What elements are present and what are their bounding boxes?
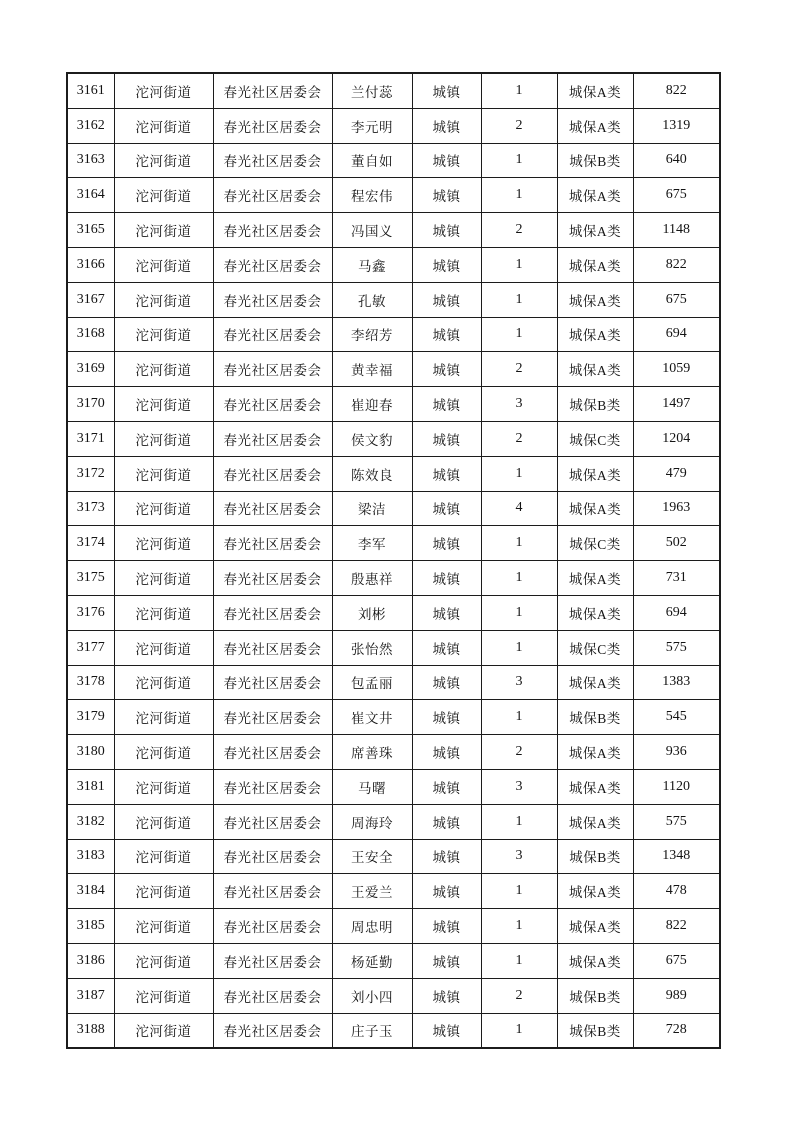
- cell-person-count: 2: [481, 735, 557, 770]
- table-row: [67, 213, 720, 248]
- cell-sequence: 3165: [67, 213, 114, 248]
- cell-category: 城保B类: [557, 387, 633, 422]
- cell-street: 沱河街道: [114, 978, 213, 1013]
- cell-category: 城保A类: [557, 352, 633, 387]
- cell-person-count: 2: [481, 352, 557, 387]
- cell-urban-type: 城镇: [412, 282, 481, 317]
- cell-amount: 1963: [633, 491, 720, 526]
- cell-amount: 694: [633, 595, 720, 630]
- cell-urban-type: 城镇: [412, 421, 481, 456]
- cell-street: 沱河街道: [114, 769, 213, 804]
- cell-urban-type: 城镇: [412, 804, 481, 839]
- cell-community: 春光社区居委会: [213, 1013, 332, 1048]
- cell-street: 沱河街道: [114, 491, 213, 526]
- cell-street: 沱河街道: [114, 595, 213, 630]
- cell-amount: 575: [633, 804, 720, 839]
- cell-sequence: 3173: [67, 491, 114, 526]
- cell-person-name: 张怡然: [332, 630, 412, 665]
- table-row: [67, 561, 720, 596]
- cell-person-name: 周海玲: [332, 804, 412, 839]
- table-row: [67, 352, 720, 387]
- cell-person-count: 4: [481, 491, 557, 526]
- cell-category: 城保A类: [557, 735, 633, 770]
- cell-category: 城保B类: [557, 1013, 633, 1048]
- cell-person-name: 马鑫: [332, 247, 412, 282]
- cell-category: 城保C类: [557, 421, 633, 456]
- cell-person-name: 李军: [332, 526, 412, 561]
- cell-person-count: 1: [481, 143, 557, 178]
- cell-community: 春光社区居委会: [213, 909, 332, 944]
- cell-category: 城保A类: [557, 456, 633, 491]
- cell-urban-type: 城镇: [412, 491, 481, 526]
- cell-urban-type: 城镇: [412, 665, 481, 700]
- cell-community: 春光社区居委会: [213, 804, 332, 839]
- cell-person-name: 梁洁: [332, 491, 412, 526]
- cell-sequence: 3183: [67, 839, 114, 874]
- cell-urban-type: 城镇: [412, 1013, 481, 1048]
- cell-person-count: 3: [481, 387, 557, 422]
- cell-amount: 545: [633, 700, 720, 735]
- cell-person-count: 1: [481, 456, 557, 491]
- cell-sequence: 3171: [67, 421, 114, 456]
- cell-street: 沱河街道: [114, 700, 213, 735]
- cell-community: 春光社区居委会: [213, 352, 332, 387]
- table-row: [67, 874, 720, 909]
- table-row: [67, 178, 720, 213]
- cell-urban-type: 城镇: [412, 700, 481, 735]
- cell-community: 春光社区居委会: [213, 839, 332, 874]
- cell-amount: 640: [633, 143, 720, 178]
- table-row: [67, 943, 720, 978]
- cell-person-name: 冯国义: [332, 213, 412, 248]
- cell-street: 沱河街道: [114, 387, 213, 422]
- cell-community: 春光社区居委会: [213, 595, 332, 630]
- cell-community: 春光社区居委会: [213, 874, 332, 909]
- cell-street: 沱河街道: [114, 247, 213, 282]
- table-row: [67, 735, 720, 770]
- cell-sequence: 3169: [67, 352, 114, 387]
- cell-street: 沱河街道: [114, 282, 213, 317]
- cell-amount: 1204: [633, 421, 720, 456]
- cell-community: 春光社区居委会: [213, 630, 332, 665]
- cell-sequence: 3182: [67, 804, 114, 839]
- benefits-table: [66, 72, 721, 1049]
- cell-person-count: 1: [481, 561, 557, 596]
- table-row: [67, 282, 720, 317]
- table-row: [67, 700, 720, 735]
- cell-person-name: 李元明: [332, 108, 412, 143]
- cell-street: 沱河街道: [114, 178, 213, 213]
- cell-street: 沱河街道: [114, 1013, 213, 1048]
- cell-street: 沱河街道: [114, 839, 213, 874]
- cell-street: 沱河街道: [114, 421, 213, 456]
- cell-urban-type: 城镇: [412, 943, 481, 978]
- cell-person-name: 庄子玉: [332, 1013, 412, 1048]
- cell-person-name: 王爱兰: [332, 874, 412, 909]
- cell-sequence: 3178: [67, 665, 114, 700]
- cell-street: 沱河街道: [114, 909, 213, 944]
- cell-category: 城保B类: [557, 143, 633, 178]
- cell-urban-type: 城镇: [412, 595, 481, 630]
- cell-person-count: 1: [481, 526, 557, 561]
- cell-amount: 1059: [633, 352, 720, 387]
- cell-urban-type: 城镇: [412, 213, 481, 248]
- cell-street: 沱河街道: [114, 108, 213, 143]
- cell-person-count: 1: [481, 874, 557, 909]
- cell-amount: 1497: [633, 387, 720, 422]
- cell-community: 春光社区居委会: [213, 108, 332, 143]
- cell-person-count: 2: [481, 108, 557, 143]
- cell-category: 城保C类: [557, 630, 633, 665]
- cell-amount: 1383: [633, 665, 720, 700]
- cell-sequence: 3168: [67, 317, 114, 352]
- cell-community: 春光社区居委会: [213, 978, 332, 1013]
- table-row: [67, 73, 720, 108]
- cell-person-name: 崔迎春: [332, 387, 412, 422]
- cell-person-count: 3: [481, 839, 557, 874]
- table-row: [67, 978, 720, 1013]
- cell-amount: 989: [633, 978, 720, 1013]
- cell-person-name: 李绍芳: [332, 317, 412, 352]
- cell-amount: 478: [633, 874, 720, 909]
- cell-person-count: 2: [481, 213, 557, 248]
- table-row: [67, 526, 720, 561]
- cell-street: 沱河街道: [114, 352, 213, 387]
- cell-sequence: 3184: [67, 874, 114, 909]
- table-row: [67, 665, 720, 700]
- cell-category: 城保A类: [557, 108, 633, 143]
- cell-community: 春光社区居委会: [213, 282, 332, 317]
- cell-urban-type: 城镇: [412, 839, 481, 874]
- cell-community: 春光社区居委会: [213, 387, 332, 422]
- cell-community: 春光社区居委会: [213, 247, 332, 282]
- cell-person-name: 董自如: [332, 143, 412, 178]
- table-row: [67, 108, 720, 143]
- cell-sequence: 3166: [67, 247, 114, 282]
- cell-sequence: 3187: [67, 978, 114, 1013]
- cell-category: 城保A类: [557, 595, 633, 630]
- cell-sequence: 3170: [67, 387, 114, 422]
- cell-sequence: 3167: [67, 282, 114, 317]
- cell-community: 春光社区居委会: [213, 178, 332, 213]
- cell-urban-type: 城镇: [412, 630, 481, 665]
- cell-urban-type: 城镇: [412, 526, 481, 561]
- cell-person-count: 1: [481, 317, 557, 352]
- cell-urban-type: 城镇: [412, 874, 481, 909]
- cell-category: 城保A类: [557, 282, 633, 317]
- cell-person-count: 1: [481, 73, 557, 108]
- cell-sequence: 3188: [67, 1013, 114, 1048]
- table-row: [67, 1013, 720, 1048]
- cell-amount: 731: [633, 561, 720, 596]
- cell-community: 春光社区居委会: [213, 143, 332, 178]
- cell-person-count: 1: [481, 943, 557, 978]
- table-body: [67, 73, 720, 1048]
- cell-community: 春光社区居委会: [213, 700, 332, 735]
- cell-community: 春光社区居委会: [213, 769, 332, 804]
- cell-category: 城保C类: [557, 526, 633, 561]
- cell-category: 城保A类: [557, 491, 633, 526]
- cell-community: 春光社区居委会: [213, 213, 332, 248]
- cell-person-count: 1: [481, 630, 557, 665]
- cell-street: 沱河街道: [114, 735, 213, 770]
- table-row: [67, 456, 720, 491]
- cell-amount: 502: [633, 526, 720, 561]
- cell-urban-type: 城镇: [412, 978, 481, 1013]
- cell-street: 沱河街道: [114, 561, 213, 596]
- cell-sequence: 3163: [67, 143, 114, 178]
- cell-urban-type: 城镇: [412, 108, 481, 143]
- cell-community: 春光社区居委会: [213, 491, 332, 526]
- cell-person-name: 周忠明: [332, 909, 412, 944]
- cell-community: 春光社区居委会: [213, 421, 332, 456]
- cell-category: 城保B类: [557, 839, 633, 874]
- cell-urban-type: 城镇: [412, 769, 481, 804]
- cell-category: 城保A类: [557, 874, 633, 909]
- cell-street: 沱河街道: [114, 630, 213, 665]
- cell-sequence: 3174: [67, 526, 114, 561]
- table-row: [67, 595, 720, 630]
- cell-person-name: 殷惠祥: [332, 561, 412, 596]
- cell-amount: 675: [633, 178, 720, 213]
- cell-street: 沱河街道: [114, 317, 213, 352]
- cell-amount: 1148: [633, 213, 720, 248]
- cell-person-name: 马曙: [332, 769, 412, 804]
- cell-sequence: 3177: [67, 630, 114, 665]
- cell-sequence: 3180: [67, 735, 114, 770]
- cell-community: 春光社区居委会: [213, 665, 332, 700]
- cell-person-count: 3: [481, 769, 557, 804]
- cell-person-count: 3: [481, 665, 557, 700]
- cell-community: 春光社区居委会: [213, 317, 332, 352]
- cell-street: 沱河街道: [114, 456, 213, 491]
- table-row: [67, 317, 720, 352]
- cell-street: 沱河街道: [114, 874, 213, 909]
- cell-category: 城保A类: [557, 561, 633, 596]
- table-row: [67, 247, 720, 282]
- cell-person-count: 1: [481, 282, 557, 317]
- cell-sequence: 3162: [67, 108, 114, 143]
- cell-amount: 936: [633, 735, 720, 770]
- cell-person-name: 孔敏: [332, 282, 412, 317]
- cell-sequence: 3176: [67, 595, 114, 630]
- table-row: [67, 839, 720, 874]
- cell-amount: 728: [633, 1013, 720, 1048]
- cell-person-count: 1: [481, 247, 557, 282]
- cell-person-name: 程宏伟: [332, 178, 412, 213]
- cell-urban-type: 城镇: [412, 909, 481, 944]
- cell-amount: 575: [633, 630, 720, 665]
- cell-person-name: 兰付蕊: [332, 73, 412, 108]
- cell-urban-type: 城镇: [412, 178, 481, 213]
- cell-urban-type: 城镇: [412, 387, 481, 422]
- cell-amount: 822: [633, 73, 720, 108]
- cell-amount: 1319: [633, 108, 720, 143]
- cell-urban-type: 城镇: [412, 143, 481, 178]
- cell-person-count: 1: [481, 909, 557, 944]
- cell-person-name: 席善珠: [332, 735, 412, 770]
- cell-person-count: 1: [481, 595, 557, 630]
- cell-amount: 675: [633, 943, 720, 978]
- cell-person-name: 刘小四: [332, 978, 412, 1013]
- cell-amount: 694: [633, 317, 720, 352]
- cell-amount: 822: [633, 247, 720, 282]
- cell-community: 春光社区居委会: [213, 456, 332, 491]
- cell-person-name: 侯文豹: [332, 421, 412, 456]
- cell-person-name: 王安全: [332, 839, 412, 874]
- cell-sequence: 3161: [67, 73, 114, 108]
- cell-category: 城保A类: [557, 213, 633, 248]
- cell-community: 春光社区居委会: [213, 735, 332, 770]
- table-row: [67, 143, 720, 178]
- cell-urban-type: 城镇: [412, 317, 481, 352]
- cell-community: 春光社区居委会: [213, 526, 332, 561]
- cell-community: 春光社区居委会: [213, 73, 332, 108]
- cell-person-count: 2: [481, 421, 557, 456]
- cell-category: 城保A类: [557, 665, 633, 700]
- cell-urban-type: 城镇: [412, 247, 481, 282]
- cell-person-name: 陈效良: [332, 456, 412, 491]
- cell-sequence: 3186: [67, 943, 114, 978]
- cell-person-count: 1: [481, 700, 557, 735]
- table-row: [67, 421, 720, 456]
- cell-amount: 479: [633, 456, 720, 491]
- cell-street: 沱河街道: [114, 143, 213, 178]
- cell-person-name: 崔文井: [332, 700, 412, 735]
- cell-sequence: 3185: [67, 909, 114, 944]
- cell-person-name: 黄幸福: [332, 352, 412, 387]
- cell-amount: 1348: [633, 839, 720, 874]
- cell-street: 沱河街道: [114, 943, 213, 978]
- cell-amount: 1120: [633, 769, 720, 804]
- cell-urban-type: 城镇: [412, 352, 481, 387]
- cell-urban-type: 城镇: [412, 561, 481, 596]
- cell-street: 沱河街道: [114, 213, 213, 248]
- cell-sequence: 3175: [67, 561, 114, 596]
- cell-person-count: 2: [481, 978, 557, 1013]
- cell-urban-type: 城镇: [412, 73, 481, 108]
- table-row: [67, 387, 720, 422]
- cell-category: 城保B类: [557, 978, 633, 1013]
- cell-amount: 675: [633, 282, 720, 317]
- cell-person-name: 刘彬: [332, 595, 412, 630]
- cell-urban-type: 城镇: [412, 456, 481, 491]
- cell-category: 城保A类: [557, 178, 633, 213]
- cell-category: 城保B类: [557, 700, 633, 735]
- cell-community: 春光社区居委会: [213, 561, 332, 596]
- cell-sequence: 3179: [67, 700, 114, 735]
- table-row: [67, 804, 720, 839]
- cell-person-count: 1: [481, 804, 557, 839]
- table-row: [67, 491, 720, 526]
- cell-street: 沱河街道: [114, 804, 213, 839]
- cell-amount: 822: [633, 909, 720, 944]
- cell-street: 沱河街道: [114, 665, 213, 700]
- table-row: [67, 630, 720, 665]
- cell-person-count: 1: [481, 178, 557, 213]
- cell-sequence: 3181: [67, 769, 114, 804]
- cell-category: 城保A类: [557, 909, 633, 944]
- table-row: [67, 769, 720, 804]
- cell-urban-type: 城镇: [412, 735, 481, 770]
- cell-sequence: 3164: [67, 178, 114, 213]
- cell-category: 城保A类: [557, 317, 633, 352]
- cell-community: 春光社区居委会: [213, 943, 332, 978]
- cell-category: 城保A类: [557, 804, 633, 839]
- table-row: [67, 909, 720, 944]
- cell-category: 城保A类: [557, 73, 633, 108]
- cell-category: 城保A类: [557, 943, 633, 978]
- cell-sequence: 3172: [67, 456, 114, 491]
- cell-category: 城保A类: [557, 769, 633, 804]
- cell-street: 沱河街道: [114, 73, 213, 108]
- cell-street: 沱河街道: [114, 526, 213, 561]
- cell-person-count: 1: [481, 1013, 557, 1048]
- cell-person-name: 杨延勤: [332, 943, 412, 978]
- cell-category: 城保A类: [557, 247, 633, 282]
- cell-person-name: 包孟丽: [332, 665, 412, 700]
